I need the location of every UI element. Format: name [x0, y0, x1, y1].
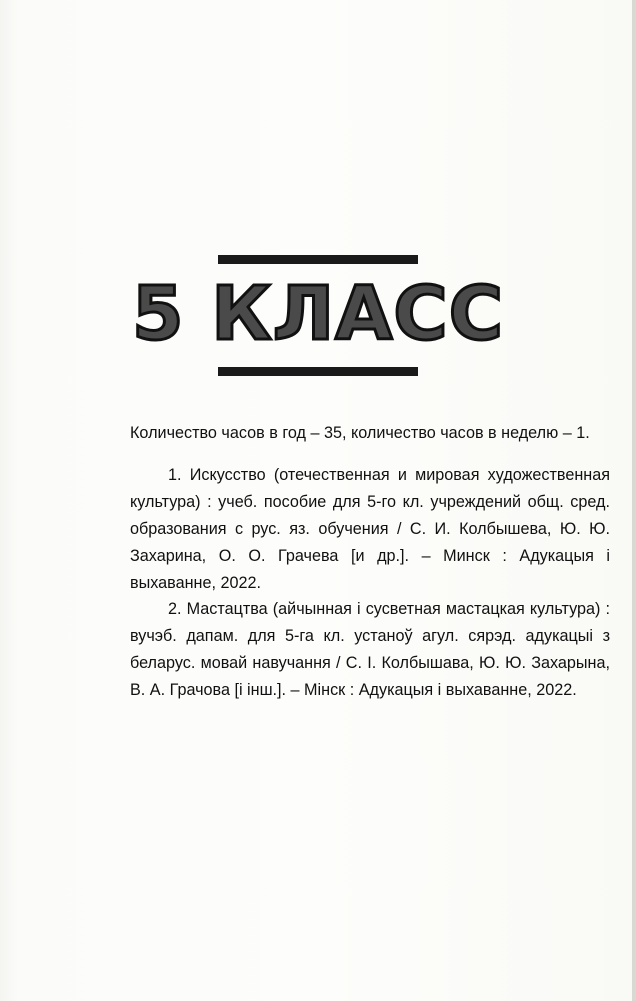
title-bottom-rule: [218, 367, 418, 376]
hours-line: Количество часов в год – 35, количество часов в неделю – 1.: [130, 424, 590, 442]
textbook-reference-2: 2. Мастацтва (айчынная і сусветная мастацкая культура) : вучэб. дапам. для 5-га кл. устаноў агул. сярэд. адукацыі з беларус. мовай навучання / С. І. Колбышава, Ю. Ю. Захарына, В. А. Грачова [і інш.]. – Мінск : Адукацыя і выхаванне, 2022.: [130, 600, 610, 699]
page-edge: [632, 0, 636, 1001]
title-top-rule: [218, 255, 418, 264]
textbook-reference-1: 1. Искусство (отечественная и мировая художественная культура) : учеб. пособие для 5-го кл. учреждений общ. сред. образования с рус. яз. обучения / С. И. Колбышева, Ю. Ю. Захарина, О. О. Грачева [и др.]. – Минск : Адукацыя і выхаванне, 2022.: [130, 466, 610, 592]
grade-title: 5 КЛАСС: [131, 271, 505, 357]
